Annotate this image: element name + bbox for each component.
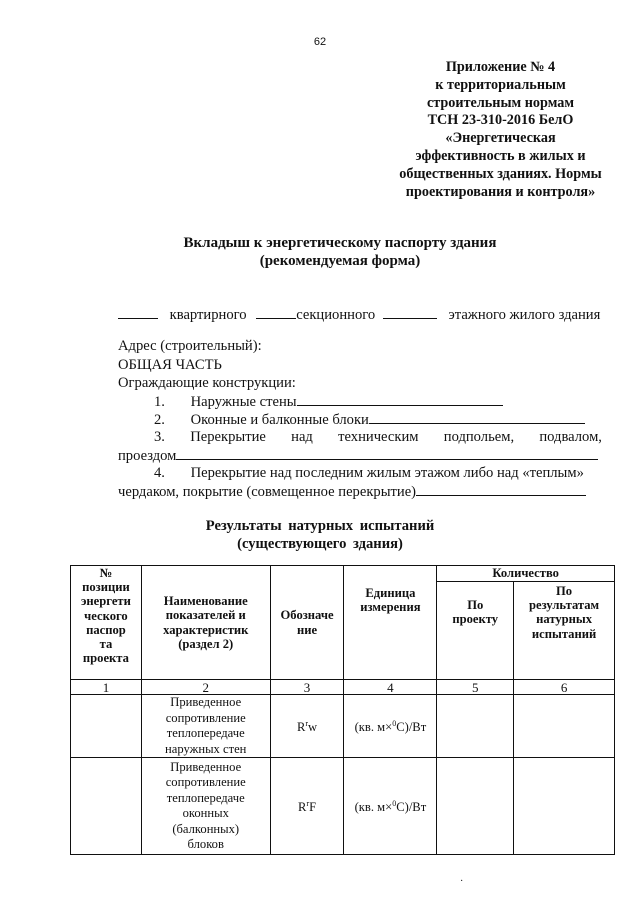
address-label: Адрес (строительный):	[118, 338, 262, 354]
column-number-row	[71, 680, 615, 695]
results-table	[70, 565, 615, 855]
general-part-heading: ОБЩАЯ ЧАСТЬ	[118, 357, 222, 373]
item-label: чердаком, покрытие (совмещенное перекрытие)	[118, 484, 417, 500]
designation-cell: $R^rF$	[270, 758, 344, 855]
column-number: 1	[71, 680, 142, 695]
section-count-blank[interactable]	[256, 306, 296, 319]
building-type-line	[118, 306, 600, 324]
table-row	[71, 695, 615, 758]
external-walls-blank[interactable]	[297, 393, 503, 406]
item-number: 2.	[154, 412, 165, 428]
apartment-count-blank[interactable]	[118, 306, 158, 319]
insert-title	[60, 234, 620, 270]
floor-over-basement-blank[interactable]	[176, 447, 598, 460]
indicator-name-cell: Приведенное сопротивление теплопередаче наружных стен	[141, 695, 270, 758]
header-quantity: Количество	[437, 566, 615, 582]
attic-floor-blank[interactable]	[416, 483, 586, 496]
appendix-line: проектирования и контроля»	[405, 183, 596, 200]
unit-cell: (кв. м×$^0$С)/Вт	[344, 695, 437, 758]
insert-title-line2: (рекомендуемая форма)	[259, 253, 421, 269]
appendix-line: ТСН 23-310-2016 БелО	[427, 112, 574, 129]
indicator-name-cell: Приведенное сопротивление теплопередаче оконных (балконных) блоков	[141, 758, 270, 855]
by-project-cell[interactable]	[437, 758, 514, 855]
list-item-continuation	[118, 447, 598, 465]
header-by-project: По проекту	[437, 582, 514, 680]
header-by-test-results: По результатам натурных испытаний	[514, 582, 615, 680]
appendix-line: к территориальным	[435, 76, 566, 93]
appendix-line: общественных зданиях. Нормы	[399, 165, 602, 182]
item-word: над	[291, 429, 313, 445]
page-number: 62	[313, 36, 327, 48]
apartments-label: квартирного	[169, 307, 247, 323]
item-number: 1.	[154, 394, 165, 410]
enclosing-structures-label: Ограждающие конструкции:	[118, 375, 296, 391]
column-number: 4	[344, 680, 437, 695]
appendix-header	[398, 59, 603, 201]
item-word: Перекрытие	[190, 429, 266, 445]
floor-count-blank[interactable]	[383, 306, 437, 319]
header-indicator-name: Наименование показателей и характеристик (раздел 2)	[141, 566, 270, 680]
item-label: Оконные и балконные блоки	[190, 412, 369, 428]
by-test-results-cell[interactable]	[514, 695, 615, 758]
results-title-line2: (существующего здания)	[237, 536, 403, 552]
list-item	[154, 429, 602, 446]
column-number: 5	[437, 680, 514, 695]
insert-title-line1: Вкладыш к энергетическому паспорту здания	[183, 235, 497, 251]
appendix-line: Приложение № 4	[445, 59, 556, 75]
item-word: техническим	[338, 429, 419, 445]
item-number: 4.	[154, 465, 165, 481]
results-title	[0, 517, 640, 553]
item-label: проездом	[118, 448, 177, 464]
by-test-results-cell[interactable]	[514, 758, 615, 855]
column-number: 6	[514, 680, 615, 695]
position-cell[interactable]	[71, 695, 142, 758]
item-number: 3.	[154, 429, 165, 445]
position-cell[interactable]	[71, 758, 142, 855]
item-label: Наружные стены	[190, 394, 297, 410]
list-item	[154, 411, 585, 429]
scan-mark: ·	[460, 876, 464, 887]
appendix-line: эффективность в жилых и	[415, 147, 586, 164]
column-number: 3	[270, 680, 344, 695]
by-project-cell[interactable]	[437, 695, 514, 758]
appendix-line: «Энергетическая	[445, 130, 556, 147]
window-blocks-blank[interactable]	[369, 411, 585, 424]
results-title-line1: Результаты натурных испытаний	[205, 518, 435, 534]
list-item	[154, 465, 584, 482]
item-word: подвалом,	[539, 429, 602, 445]
table-header-row	[71, 566, 615, 582]
appendix-line: строительным нормам	[426, 94, 575, 111]
header-designation: Обозначе ние	[270, 566, 344, 680]
header-unit: Единица измерения	[344, 566, 437, 680]
item-word: подпольем,	[443, 429, 515, 445]
unit-cell: (кв. м×$^0$С)/Вт	[344, 758, 437, 855]
column-number: 2	[141, 680, 270, 695]
item-label: Перекрытие над последним жилым этажом либо над «теплым»	[190, 465, 584, 481]
header-position-number: № позиции энергети ческого паспор та проекта	[71, 566, 142, 680]
designation-cell: $R^rw$	[270, 695, 344, 758]
list-item	[154, 393, 503, 411]
sections-label: секционного	[296, 307, 376, 323]
list-item-continuation	[118, 483, 586, 501]
table-row	[71, 758, 615, 855]
floors-label: этажного жилого здания	[448, 307, 601, 323]
